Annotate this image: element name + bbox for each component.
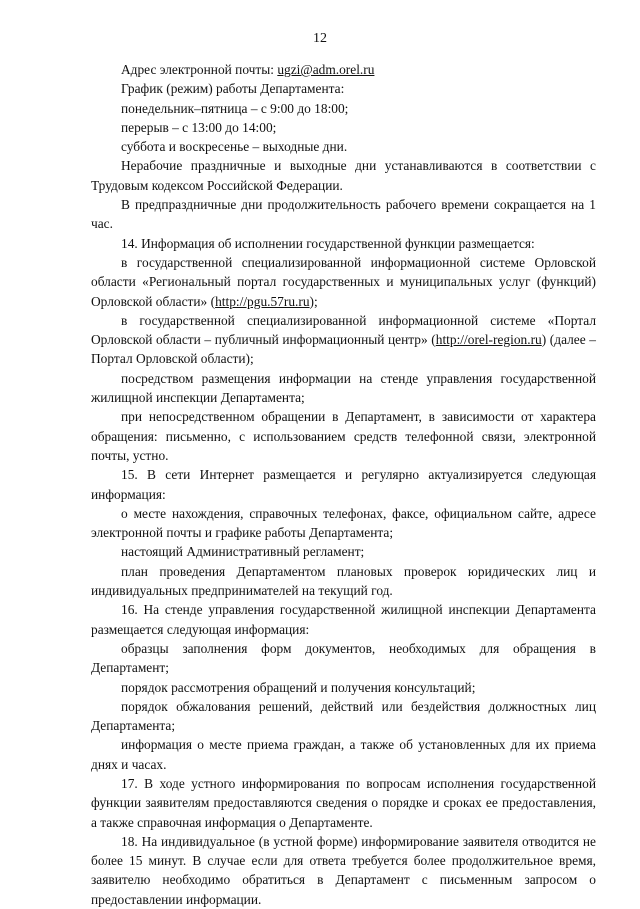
inspection-plan-paragraph: план проведения Департаментом плановых проверок юридических лиц и индивидуальных предпринимателей на текущий год. — [91, 563, 596, 599]
stand-paragraph: посредством размещения информации на стенде управления государственной жилищной инспекции Департамента; — [91, 370, 596, 406]
section-16-heading: 16. На стенде управления государственной жилищной инспекции Департамента размещается следующая информация: — [91, 602, 596, 637]
page-number: 12 — [313, 31, 327, 46]
regional-portal-tail: ); — [309, 293, 318, 309]
section-17-paragraph: 17. В ходе устного информирования по вопросам исполнения государственной функции заявителям предоставляются сведения о порядке и сроках ее предоставления, а также справочная информация о Департаменте. — [91, 775, 596, 830]
schedule-weekend: суббота и воскресенье – выходные дни. — [121, 139, 348, 155]
orel-region-link[interactable]: http://orel-region.ru — [435, 332, 542, 348]
form-samples-paragraph: образцы заполнения форм документов, необходимых для обращения в Департамент; — [91, 640, 596, 676]
regional-portal-paragraph — [91, 253, 596, 311]
schedule-break: перерыв – с 13:00 до 14:00; — [121, 119, 277, 135]
section-15-heading: 15. В сети Интернет размещается и регулярно актуализируется следующая информация: — [91, 467, 596, 502]
email-paragraph — [91, 60, 596, 79]
reception-info-paragraph: информация о месте приема граждан, а также об установленных для их приема днях и часах. — [91, 737, 596, 772]
email-link[interactable]: ugzi@adm.orel.ru — [277, 62, 375, 77]
holidays-paragraph: Нерабочие праздничные и выходные дни устанавливаются в соответствии с Трудовым кодексом Российской Федерации. — [91, 158, 596, 193]
regional-portal-text: в государственной специализированной информационной системе Орловской области «Региональный портал государственных и муниципальных услуг (функций) Орловской области» ( — [91, 254, 596, 309]
section-18-paragraph: 18. На индивидуальное (в устной форме) информирование заявителя отводится не более 15 минут. В случае если для ответа требуется более продолжительное время, заявителю необходимо обратиться в Департамент с письменным запросом о предоставлении информации. — [91, 833, 596, 907]
location-info-paragraph: о месте нахождения, справочных телефонах, факсе, официальном сайте, адресе электронной почты и графике работы Департамента; — [91, 505, 596, 541]
oblast-portal-text: в государственной специализированной информационной системе «Портал Орловской области – публичный информационный центр» ( — [91, 312, 596, 348]
document-body — [91, 60, 596, 909]
appeal-order-paragraph: порядок обжалования решений, действий или бездействия должностных лиц Департамента; — [91, 698, 596, 734]
pgu-link[interactable]: http://pgu.57ru.ru — [215, 293, 310, 309]
oblast-portal-paragraph — [91, 311, 596, 369]
consultation-order-paragraph: порядок рассмотрения обращений и получения консультаций; — [121, 679, 476, 695]
oblast-portal-tail: ) (далее – Портал Орловской области); — [91, 332, 596, 367]
schedule-weekdays: понедельник–пятница – с 9:00 до 18:00; — [121, 100, 349, 116]
preholiday-paragraph: В предпраздничные дни продолжительность рабочего времени сокращается на 1 час. — [91, 197, 596, 232]
email-label: Адрес электронной почты: — [121, 62, 278, 77]
regulation-paragraph: настоящий Административный регламент; — [121, 544, 365, 560]
section-14-heading: 14. Информация об исполнении государственной функции размещается: — [121, 235, 535, 251]
schedule-heading: График (режим) работы Департамента: — [121, 81, 345, 97]
direct-appeal-paragraph: при непосредственном обращении в Департамент, в зависимости от характера обращения: письменно, с использованием средств телефонной связи, электронной почты, устно. — [91, 409, 596, 463]
